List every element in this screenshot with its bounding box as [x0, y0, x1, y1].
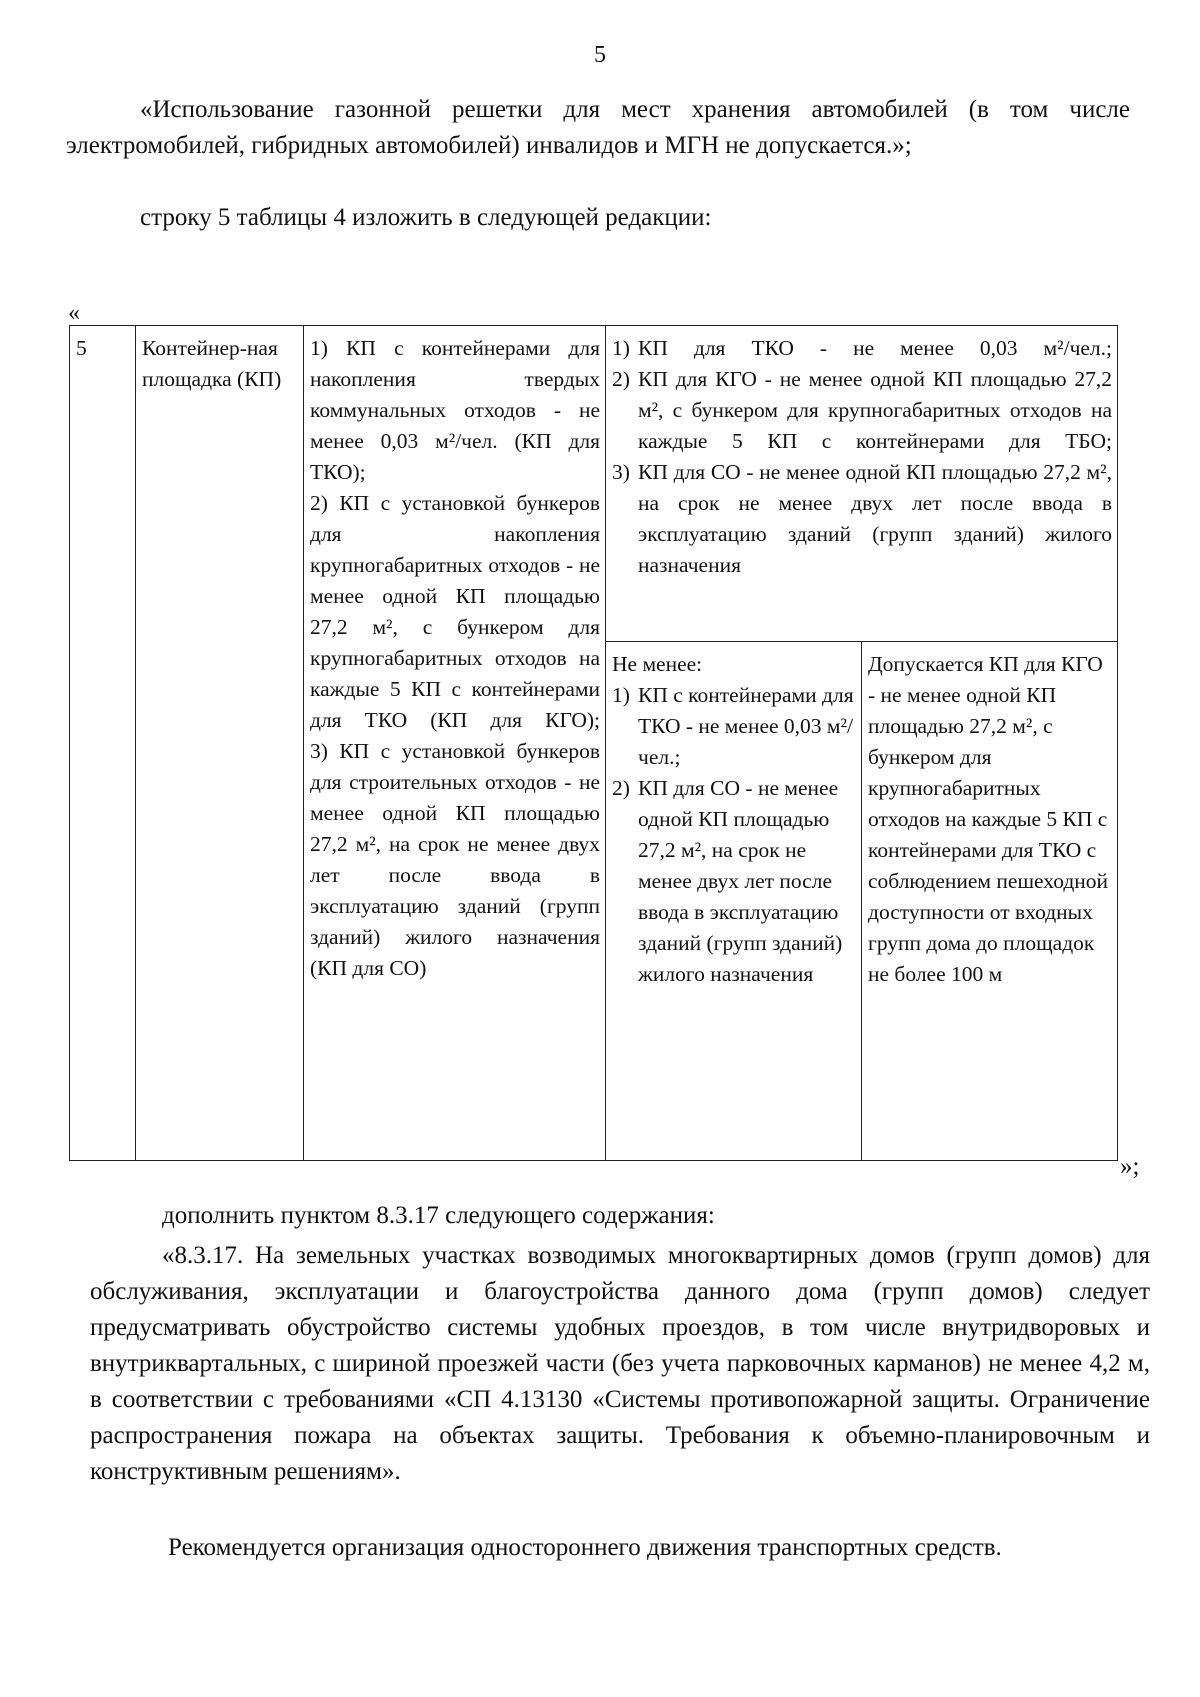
list-item: 2) КП для КГО - не менее одной КП площадью 27,2 м², с бункером для крупногабаритных отходов на каждые 5 КП с контейнерами для ТБО; [612, 367, 1112, 453]
instruction-text: строку 5 таблицы 4 изложить в следующей редакции: [140, 204, 712, 231]
open-quote-mark: « [68, 300, 80, 326]
row-number-cell: 5 [70, 326, 136, 1161]
addition-instruction: дополнить пунктом 8.3.17 следующего содержания: [162, 1202, 715, 1229]
close-quote-mark: »; [1120, 1153, 1140, 1180]
minimum-list [612, 680, 856, 990]
allowed-cell: Допускается КП для КГО - не менее одной КП площадью 27,2 м², с бункером для крупногабаритных отходов на каждые 5 КП с контейнерами для ТКО с соблюдением пешеходной доступности от входных групп дома до площадок не более 100 м [862, 642, 1118, 1161]
page-number: 5 [594, 42, 606, 68]
top-right-cell [606, 326, 1118, 642]
recommendation-text: Рекомендуется организация одностороннего движения транспортных средств. [168, 1534, 1002, 1561]
list-item: 2) КП для СО - не менее одной КП площадью 27,2 м², на срок не менее двух лет после ввода в эксплуатацию зданий (групп зданий) жилого назначения [612, 776, 843, 986]
requirements-cell [304, 326, 606, 1161]
clause-8-3-17: «8.3.17. На земельных участках возводимых многоквартирных домов (групп домов) для обслуживания, эксплуатации и благоустройства данного дома (групп домов) следует предусматривать обустройство системы удобных проездов, в том числе внутридворовых и внутриквартальных, с шириной проезжей части (без учета парковочных карманов) не менее 4,2 м, в соответствии с требованиями «СП 4.13130 «Системы противопожарной защиты. Ограничение распространения пожара на объектах защиты. Требования к объемно-планировочным и конструктивным решениям». [90, 1242, 1150, 1485]
list-item: 1) КП с контейнерами для ТКО - не менее 0,03 м²/чел.; [612, 683, 854, 769]
list-item: 1) КП для ТКО - не менее 0,03 м²/чел.; [612, 336, 1112, 360]
table-row [70, 326, 1118, 642]
quote-paragraph: «Использование газонной решетки для мест хранения автомобилей (в том числе электромобилей, гибридных автомобилей) инвалидов и МГН не допускается.»; [66, 96, 1130, 159]
requirement-item-3: 3) КП с установкой бункеров для строительных отходов - не менее одной КП площадью 27,2 м², на срок не менее двух лет после ввода в эксплуатацию зданий (групп зданий) жилого назначения (КП для СО) [310, 739, 600, 980]
minimum-lead: Не менее: [612, 652, 703, 676]
requirement-item-2: 2) КП с установкой бункеров для накопления крупногабаритных отходов - не менее одной КП площадью 27,2 м², с бункером для крупногабаритных отходов на каждые 5 КП с контейнерами для ТКО (КП для КГО); [310, 491, 600, 732]
top-right-list [612, 333, 1112, 581]
facility-name-cell: Контейнер-ная площадка (КП) [136, 326, 304, 1161]
list-item: 3) КП для СО - не менее одной КП площадью 27,2 м², на срок не менее двух лет после ввода в эксплуатацию зданий (групп зданий) жилого назначения [612, 460, 1112, 577]
requirement-item-1: 1) КП с контейнерами для накопления твердых коммунальных отходов - не менее 0,03 м²/чел. (КП для ТКО); [310, 336, 600, 484]
regulation-table [69, 325, 1118, 1161]
minimum-cell [606, 642, 862, 1161]
